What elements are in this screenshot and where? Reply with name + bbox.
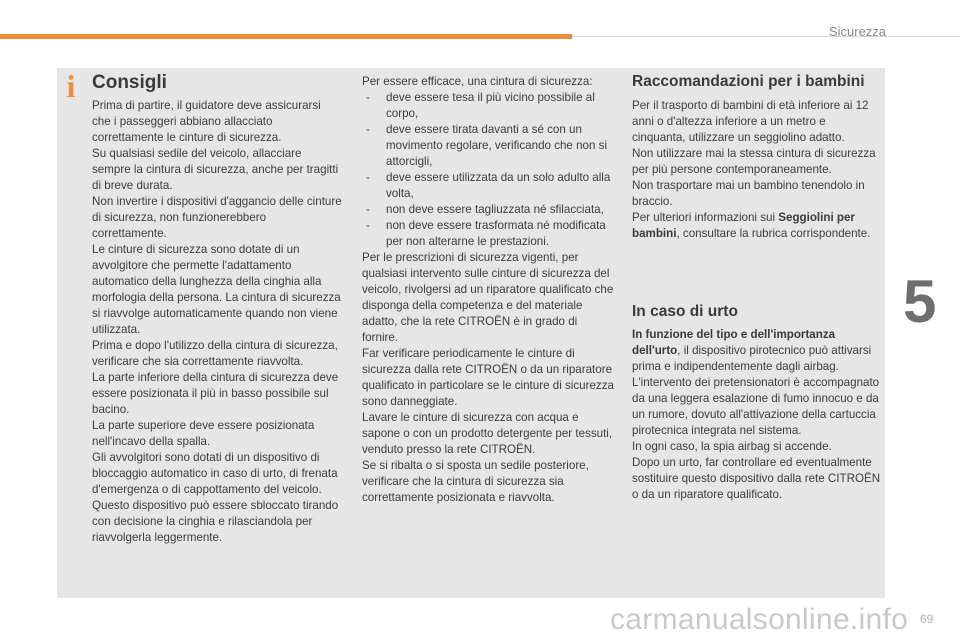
children-paragraph: Non trasportare mai un bambino tenendolo in braccio. <box>632 179 865 208</box>
reference-suffix: , consultare la rubrica corrispondente. <box>676 227 871 240</box>
consigli-paragraph: Le cinture di sicurezza sono dotate di un avvolgitore che permette l'adattamento automatico della lunghezza della cinghia alla morfologia della persona. La cintura di sicurezza si riavvolge automaticamente quando non viene utilizzata. <box>92 243 341 336</box>
belt-requirements-list <box>362 90 614 250</box>
belt-paragraph: Far verificare periodicamente le cinture di sicurezza dalla rete CITROËN o da un riparatore qualificato in particolare se le cinture di sicurezza sono danneggiate. <box>362 347 614 408</box>
crash-paragraph: In ogni caso, la spia airbag si accende. <box>632 440 832 453</box>
children-reference <box>632 210 882 242</box>
header-rule <box>572 36 960 37</box>
chapter-number: 5 <box>903 268 937 335</box>
children-paragraph: Non utilizzare mai la stessa cintura di sicurezza per più persone contemporaneamente. <box>632 147 876 176</box>
info-icon: i <box>66 68 76 104</box>
consigli-paragraph: Gli avvolgitori sono dotati di un dispositivo di bloccaggio automatico in caso di urto, di frenata d'emergenza o di cappottamento del veicolo. Questo dispositivo può essere sbloccato tirando con decisione la cinghia e rilasciandola per riavvolgerla leggermente. <box>92 451 339 544</box>
belt-paragraph: Lavare le cinture di sicurezza con acqua e sapone o con un prodotto detergente per tessuti, venduto presso la rete CITROËN. <box>362 411 613 456</box>
consigli-paragraph: Prima di partire, il guidatore deve assicurarsi che i passeggeri abbiano allacciato correttamente le cinture di sicurezza. <box>92 99 321 144</box>
crash-bold: In funzione del tipo e dell'importanza dell'urto <box>632 328 836 357</box>
list-item: - deve essere tirata davanti a sé con un movimento regolare, verificando che non si attorcigli, <box>362 122 614 170</box>
consigli-heading: Consigli <box>92 72 167 93</box>
children-heading: Raccomandazioni per i bambini <box>632 73 865 90</box>
list-item: - deve essere utilizzata da un solo adulto alla volta, <box>362 170 614 202</box>
children-paragraph: Per il trasporto di bambini di età inferiore ai 12 anni o d'altezza inferiore a un metro e cinquanta, utilizzare un seggiolino adatto. <box>632 99 869 144</box>
belt-paragraph: Se si ribalta o si sposta un sedile posteriore, verificare che la cintura di sicurezza sia correttamente posizionata e riavvolta. <box>362 459 589 504</box>
belt-requirements-text <box>362 74 614 506</box>
list-item: - non deve essere trasformata né modificata per non alterarne le prestazioni. <box>362 218 614 250</box>
belt-paragraph: Per le prescrizioni di sicurezza vigenti, per qualsiasi intervento sulle cinture di sicurezza del veicolo, rivolgersi ad un riparatore qualificato che disponga della competenza e del materiale adatto, che la rete CITROËN è in grado di fornire. <box>362 251 614 344</box>
reference-prefix: Per ulteriori informazioni sui <box>632 211 779 224</box>
children-text <box>632 98 882 242</box>
consigli-paragraph: La parte inferiore della cintura di sicurezza deve essere posizionata il più in basso possibile sul bacino. <box>92 371 339 416</box>
watermark: carmanualsonline.info <box>610 603 909 636</box>
belt-intro: Per essere efficace, una cintura di sicurezza: <box>362 75 593 88</box>
crash-paragraph: Dopo un urto, far controllare ed eventualmente sostituire questo dispositivo dalla rete CITROËN o da un riparatore qualificato. <box>632 456 881 501</box>
consigli-paragraph: Su qualsiasi sedile del veicolo, allacciare sempre la cintura di sicurezza, anche per tragitti di breve durata. <box>92 147 339 192</box>
consigli-paragraph: La parte superiore deve essere posizionata nell'incavo della spalla. <box>92 419 315 448</box>
consigli-text <box>92 98 342 546</box>
page-number: 69 <box>920 612 934 626</box>
crash-text <box>632 327 882 503</box>
crash-paragraph <box>632 327 882 439</box>
reference-bold: Seggiolini per bambini <box>632 211 855 240</box>
section-title: Sicurezza <box>828 24 886 39</box>
consigli-paragraph: Non invertire i dispositivi d'aggancio delle cinture di sicurezza, non funzionerebbero correttamente. <box>92 195 342 240</box>
list-item: - non deve essere tagliuzzata né sfilacciata, <box>362 202 614 218</box>
list-item: - deve essere tesa il più vicino possibile al corpo, <box>362 90 614 122</box>
consigli-paragraph: Prima e dopo l'utilizzo della cintura di sicurezza, verificare che sia correttamente riavvolta. <box>92 339 338 368</box>
header-accent-bar <box>0 34 572 39</box>
crash-rest: , il dispositivo pirotecnico può attivarsi prima e indipendentemente dagli airbag. L'intervento dei pretensionatori è accompagnato da una leggera esalazione di fumo innocuo e da un rumore, dovuto all'attivazione della cartuccia pirotecnica integrata nel sistema. <box>632 344 880 437</box>
crash-heading: In caso di urto <box>632 303 738 320</box>
